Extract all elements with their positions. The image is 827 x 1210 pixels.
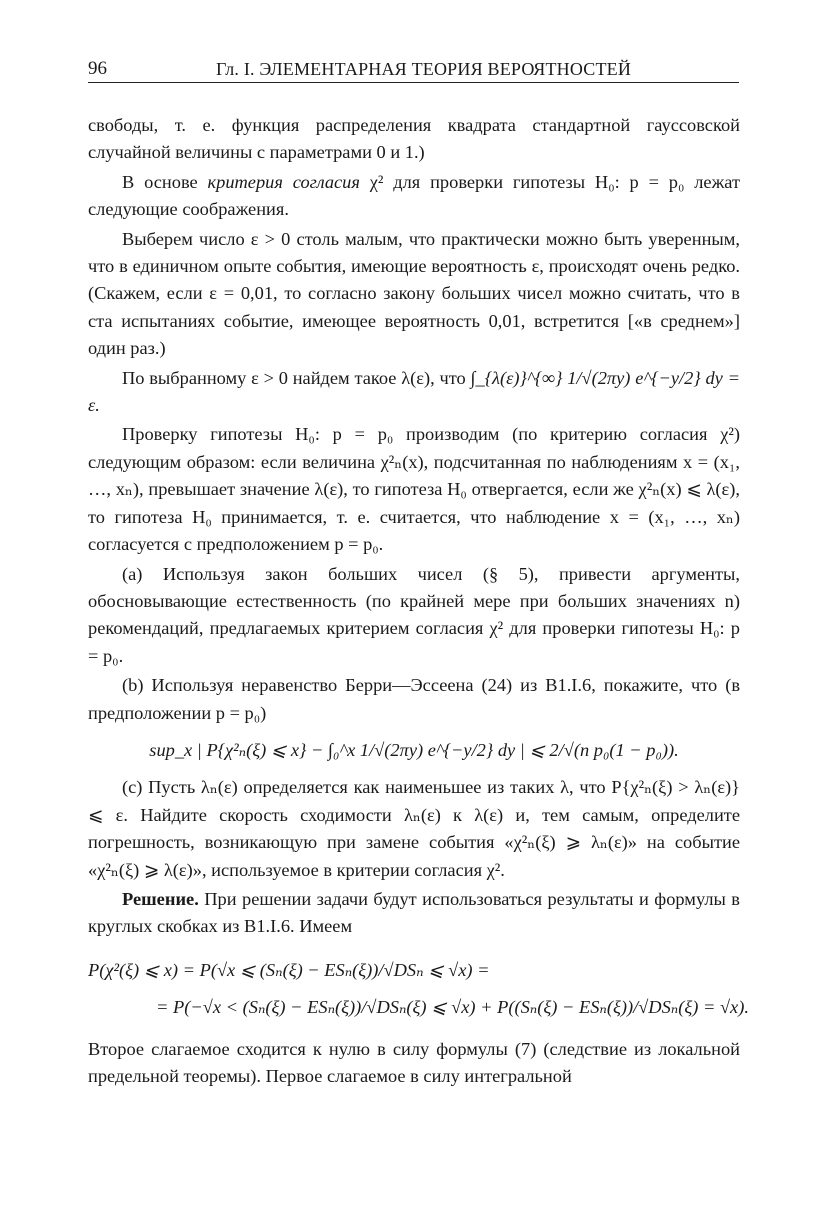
running-title: Гл. I. ЭЛЕМЕНТАРНАЯ ТЕОРИЯ ВЕРОЯТНОСТЕЙ — [216, 59, 632, 79]
paragraph-2-start: В основе — [122, 171, 208, 192]
paragraph-4-text: По выбранному ε > 0 найдем такое λ(ε), что — [122, 367, 471, 388]
paragraph-5: Проверку гипотезы H₀: p = p₀ производим (по критерию согласия χ²) следующим образом: если величина χ²ₙ(x), подсчитанная по наблюдениям x = (x₁, …, xₙ), превышает значение λ(ε), то гипотеза H₀ отвергается, если же χ²ₙ(x) ⩽ λ(ε), то гипотеза H₀ принимается, т. е. считается, что наблюдение x = (x₁, …, xₙ) согласуется с предположением p = p₀. — [88, 424, 740, 555]
display-equation — [88, 957, 749, 1022]
formula-b-text: sup_x | P{χ²ₙ(ξ) ⩽ x} − ∫₀^x 1/√(2πy) e^{−y/2} dy | ⩽ 2/√(n p₀(1 − p₀)). — [149, 739, 679, 760]
page-header — [88, 58, 739, 83]
paragraph-2 — [88, 169, 740, 224]
page-number: 96 — [88, 58, 107, 79]
paragraph-8: (c) Пусть λₙ(ε) определяется как наименьшее из таких λ, что P{χ²ₙ(ξ) > λₙ(ε)} ⩽ ε. Найдите скорость сходимости λₙ(ε) к λ(ε) и, тем самым, определите погрешность, возникающую при замене события «χ²ₙ(ξ) ⩾ λₙ(ε)» на событие «χ²ₙ(ξ) ⩾ λ(ε)», используемое в критерии согласия χ². — [88, 777, 740, 880]
display-equation-line-1: P(χ²(ξ) ⩽ x) = P(√x ⩽ (Sₙ(ξ) − ESₙ(ξ))/√DSₙ ⩽ √x) = — [88, 959, 490, 980]
page-body — [88, 112, 749, 1092]
paragraph-1: свободы, т. е. функция распределения квадрата стандартной гауссовской случайной величины с параметрами 0 и 1.) — [88, 115, 740, 163]
emphasis-term: критерия согласия — [207, 171, 360, 192]
paragraph-4 — [88, 365, 740, 420]
integral-formula-lambda: ∫_{λ(ε)}^{∞} 1/√(2πy) e^{−y/2} dy = ε. — [88, 367, 740, 416]
paragraph-9-text: При решении задачи будут использоваться результаты и формулы в круглых скобках из В1.I.6. Имеем — [88, 888, 740, 937]
solution-label: Решение. — [122, 888, 199, 909]
paragraph-7: (b) Используя неравенство Берри—Эссеена (24) из В1.I.6, покажите, что (в предположении p = p₀) — [88, 675, 740, 723]
berry-esseen-formula — [88, 737, 740, 764]
paragraph-10: Второе слагаемое сходится к нулю в силу формулы (7) (следствие из локальной предельной теоремы). Первое слагаемое в силу интегральной — [88, 1038, 740, 1086]
paragraph-3: Выберем число ε > 0 столь малым, что практически можно быть уверенным, что в единичном опыте события, имеющие вероятность ε, происходят очень редко. (Скажем, если ε = 0,01, то согласно закону больших чисел можно считать, что в ста испытаниях событие, имеющее вероятность 0,01, встретится [«в среднем»] один раз.) — [88, 228, 740, 359]
display-equation-line-2: = P(−√x < (Sₙ(ξ) − ESₙ(ξ))/√DSₙ(ξ) ⩽ √x) + P((Sₙ(ξ) − ESₙ(ξ))/√DSₙ(ξ) = √x). — [156, 997, 749, 1018]
paragraph-2-end: χ² для проверки гипотезы H₀: p = p₀ лежат следующие соображения. — [88, 171, 740, 220]
paragraph-9 — [88, 886, 740, 941]
paragraph-6: (a) Используя закон больших чисел (§ 5), привести аргументы, обосновывающие естественность (по крайней мере при больших значениях n) рекомендаций, предлагаемых критерием согласия χ² для проверки гипотезы H₀: p = p₀. — [88, 563, 740, 666]
